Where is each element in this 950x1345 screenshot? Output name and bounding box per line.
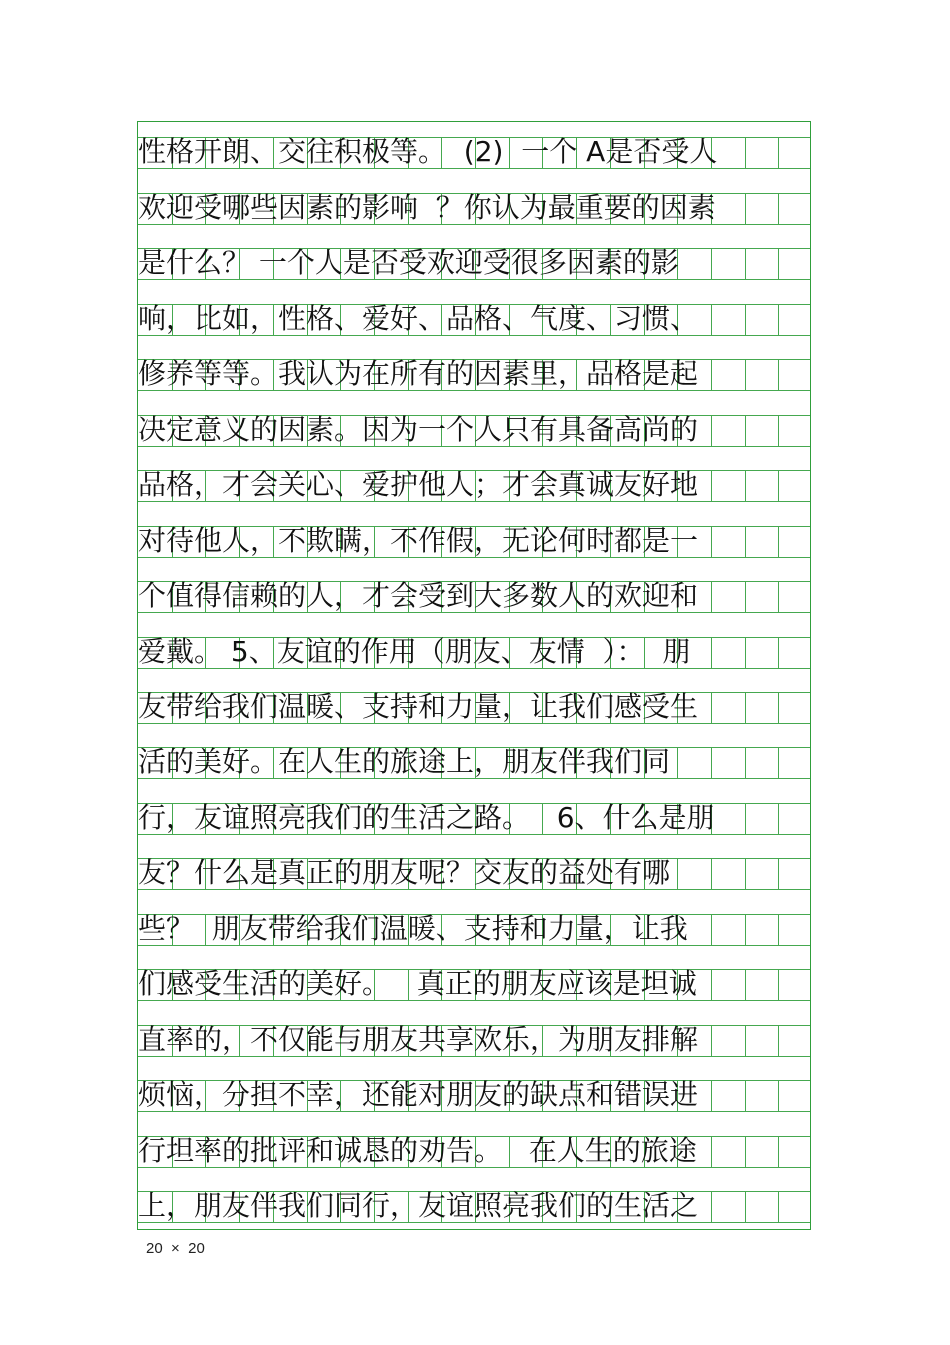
text-line: 修养等等。我认为在所有的因素里，品格是起 — [138, 357, 699, 391]
text-line: 决定意义的因素。因为一个人只有具备高尚的 — [138, 412, 699, 446]
grid-row — [138, 1191, 810, 1223]
text-line: 响，比如，性格、爱好、品格、气度、习惯、 — [138, 301, 699, 335]
manuscript-grid-sheet — [137, 121, 811, 1230]
grid-row — [138, 1133, 810, 1168]
text-line: 行坦率的批评和诚恳的劝告。 在人生的旅途 — [138, 1133, 697, 1167]
grid-row — [138, 470, 810, 502]
text-line: 烦恼，分担不幸，还能对朋友的缺点和错误进 — [138, 1078, 699, 1112]
grid-row — [138, 1022, 810, 1057]
text-line: 是什么？ 一个人是否受欢迎受很多因素的影 — [138, 246, 679, 280]
grid-row — [138, 911, 810, 946]
grid-row — [138, 581, 810, 613]
grid-row — [138, 412, 810, 447]
text-line: 些？ 朋友带给我们温暖、支持和力量，让我 — [138, 911, 688, 945]
grid-row — [138, 800, 810, 835]
grid-row — [138, 1080, 810, 1112]
text-line: 性格开朗、交往积极等。 (2) 一个 A是否受人 — [138, 135, 718, 169]
text-line: 个值得信赖的人，才会受到大多数人的欢迎和 — [138, 579, 699, 613]
text-line: 行，友谊照亮我们的生活之路。 6、什么是朋 — [138, 800, 715, 834]
grid-row — [138, 137, 810, 169]
text-line: 活的美好。在人生的旅途上，朋友伴我们同 — [138, 745, 671, 779]
text-line: 友带给我们温暖、支持和力量，让我们感受生 — [138, 689, 699, 723]
grid-row — [138, 747, 810, 779]
text-line: 直率的，不仅能与朋友共享欢乐，为朋友排解 — [138, 1022, 699, 1056]
text-line: 爱戴。 5、友谊的作用（朋友、友情 ）： 朋 — [138, 634, 691, 668]
text-line: 欢迎受哪些因素的影响 ？你认为最重要的因素 — [138, 190, 716, 224]
text-line: 友？什么是真正的朋友呢？交友的益处有哪 — [138, 856, 671, 890]
grid-row — [138, 969, 810, 1001]
grid-row — [138, 634, 810, 669]
text-line: 对待他人，不欺瞒，不作假，无论何时都是一 — [138, 523, 699, 557]
grid-row — [138, 858, 810, 890]
text-line: 上，朋友伴我们同行，友谊照亮我们的生活之 — [138, 1189, 699, 1222]
grid-row — [138, 359, 810, 391]
grid-row — [138, 190, 810, 225]
text-line: 们感受生活的美好。 真正的朋友应该是坦诚 — [138, 967, 697, 1001]
grid-row — [138, 248, 810, 280]
grid-row — [138, 523, 810, 558]
text-line: 品格，才会关心、爱护他人；才会真诚友好地 — [138, 468, 699, 502]
grid-row — [138, 301, 810, 336]
grid-row — [138, 689, 810, 724]
grid-size-label: 20 × 20 — [146, 1240, 205, 1257]
